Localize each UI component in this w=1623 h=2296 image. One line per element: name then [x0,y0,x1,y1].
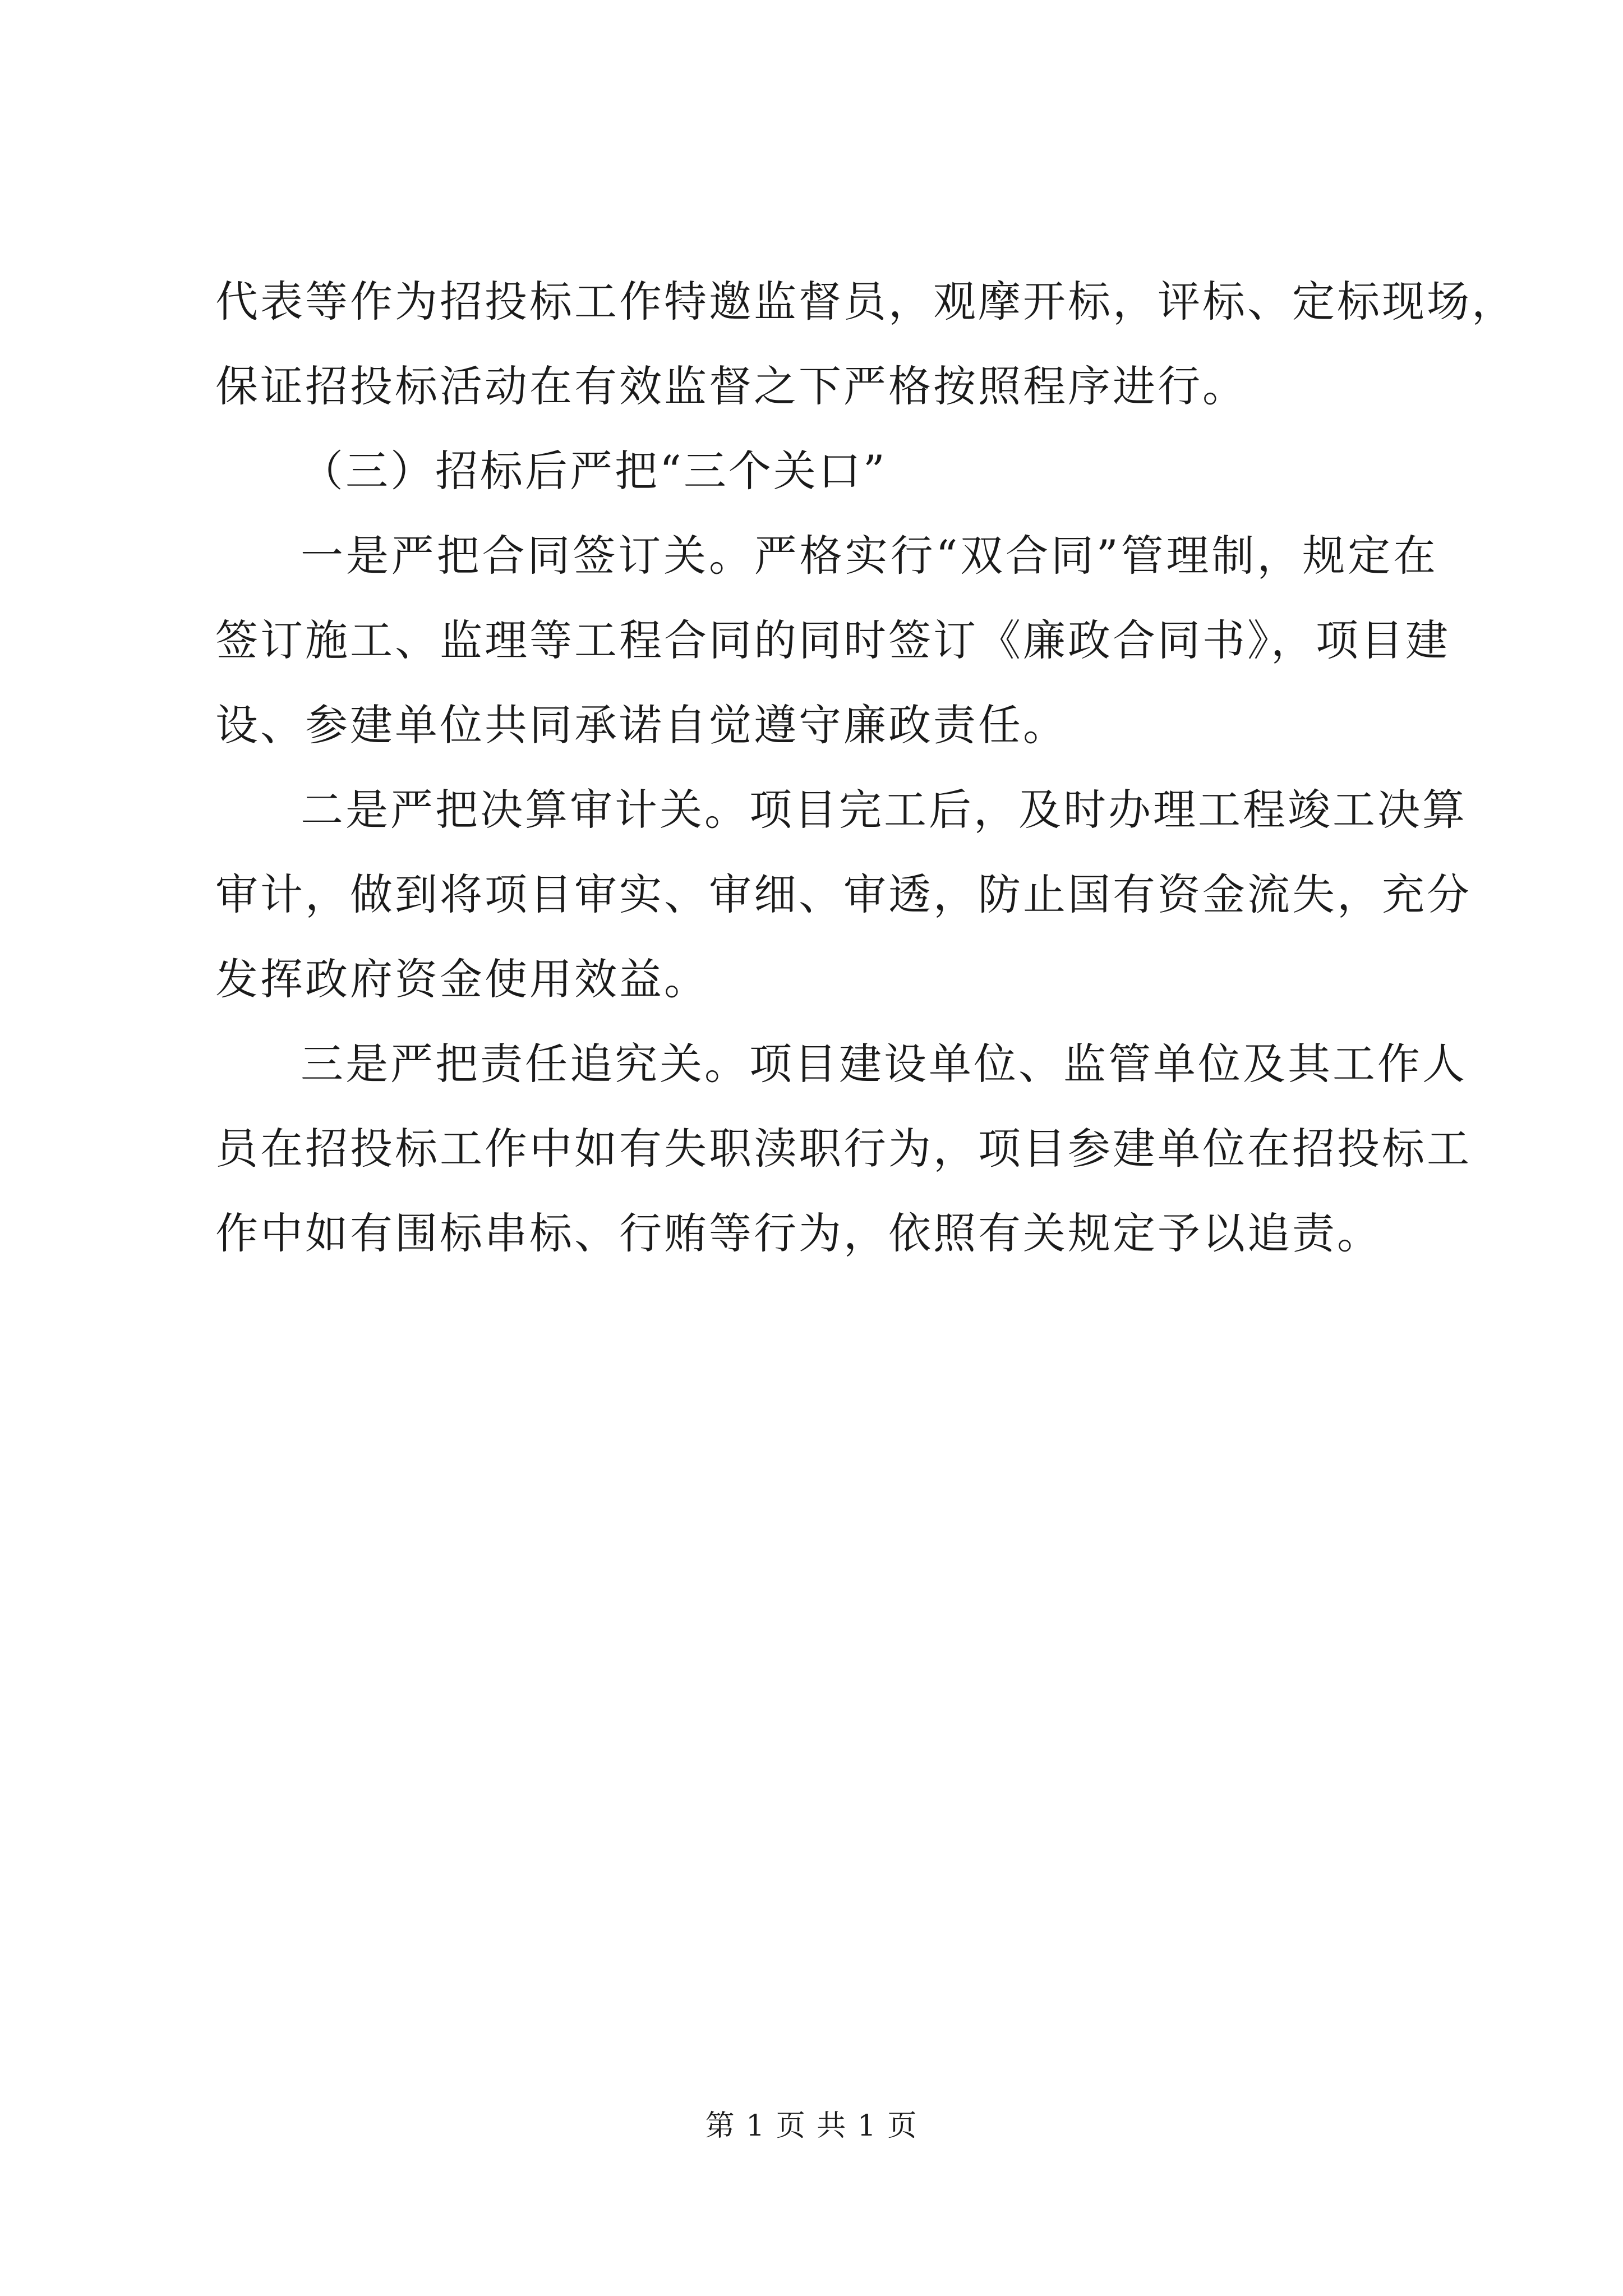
paragraph-line: 发挥政府资金使用效益。 [215,954,709,1004]
paragraph-line: 保证招投标活动在有效监督之下严格按照程序进行。 [215,361,1247,411]
paragraph-line: 设、参建单位共同承诺自觉遵守廉政责任。 [215,700,1068,750]
paragraph-line: 二是严把决算审计关。项目完工后，及时办理工程竣工决算 [301,785,1467,835]
section-heading: （三）招标后严把“三个关口” [301,446,887,496]
page-number-footer: 第 1 页 共 1 页 [705,2109,918,2143]
paragraph-line: 员在招投标工作中如有失职渎职行为，项目参建单位在招投标工 [215,1124,1472,1174]
paragraph-line: 三是严把责任追究关。项目建设单位、监管单位及其工作人 [301,1039,1467,1089]
document-body [215,259,1516,1276]
paragraph-line: 代表等作为招投标工作特邀监督员，观摩开标，评标、定标现场， [215,277,1516,326]
paragraph-line: 签订施工、监理等工程合同的同时签订《廉政合同书》，项目建 [215,615,1450,665]
paragraph-line: 作中如有围标串标、行贿等行为，依照有关规定予以追责。 [215,1208,1382,1258]
paragraph-line: 一是严把合同签订关。严格实行“双合同”管理制，规定在 [301,531,1438,581]
paragraph-line: 审计，做到将项目审实、审细、审透，防止国有资金流失，充分 [215,869,1472,919]
